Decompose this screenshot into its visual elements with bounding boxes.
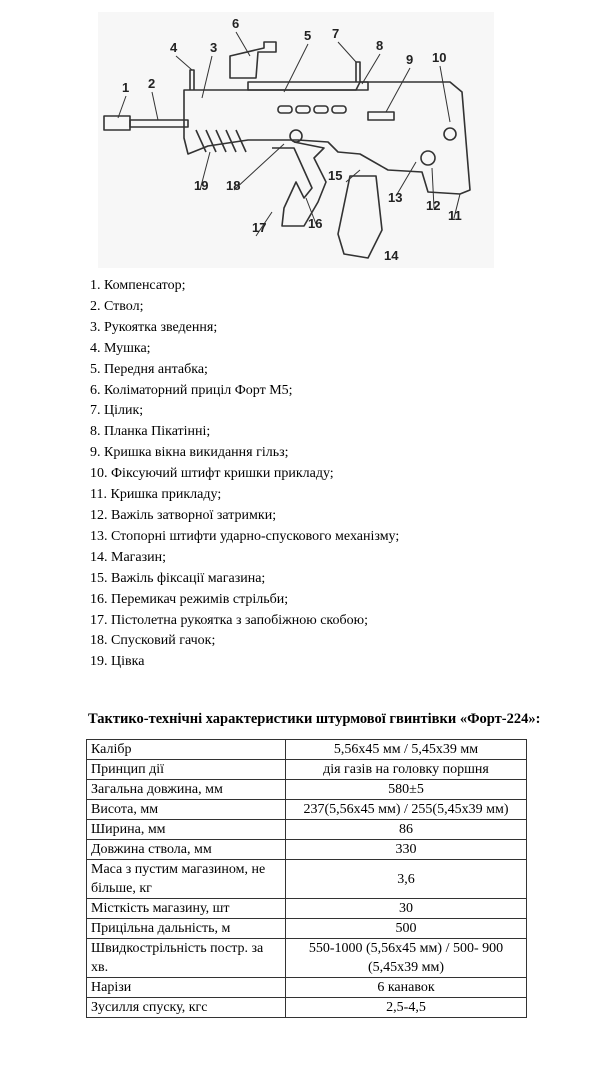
callout-3: 3 [210,40,218,55]
callout-8: 8 [376,38,384,53]
spec-param: Швидкострільність постр. за хв. [87,939,286,978]
spec-param: Калібр [87,740,286,760]
stock-pin-shape [444,128,456,140]
table-row [87,820,527,840]
spec-param: Маса з пустим магазином, не більше, кг [87,860,286,899]
spec-value: 2,5-4,5 [286,998,527,1018]
table-row [87,899,527,919]
rail-shape [248,82,368,90]
callout-9: 9 [406,52,414,67]
list-item: 15. Важіль фіксації магазина; [90,570,266,586]
callout-10: 10 [432,50,447,65]
callout-6: 6 [232,16,240,31]
magazine-shape [338,176,382,258]
table-row [87,978,527,998]
table-row [87,860,527,899]
spec-value: 500 [286,919,527,939]
rear-sight-shape [356,62,360,82]
callout-1: 1 [122,80,130,95]
table-row [87,780,527,800]
callout-14: 14 [384,248,399,263]
spec-param: Висота, мм [87,800,286,820]
callout-17: 17 [252,220,267,235]
spec-param: Нарізи [87,978,286,998]
callout-18: 18 [226,178,241,193]
ejection-cover-shape [368,112,394,120]
table-row [87,939,527,978]
list-item: 14. Магазин; [90,549,167,565]
spec-param: Зусилля спуску, кгс [87,998,286,1018]
spec-param: Довжина ствола, мм [87,840,286,860]
list-item: 1. Компенсатор; [90,278,186,293]
table-row [87,740,527,760]
list-item: 5. Передня антабка; [90,361,208,377]
callout-11: 11 [448,208,462,223]
list-item: 6. Коліматорний приціл Форт М5; [90,382,293,398]
list-item: 10. Фіксуючий штифт кришки прикладу; [90,466,334,482]
spec-param: Загальна довжина, мм [87,780,286,800]
vent-holes [278,106,346,113]
list-item: 7. Цілик; [90,403,144,419]
callout-16: 16 [308,216,323,231]
list-item: 17. Пістолетна рукоятка з запобіжною скобою; [90,612,368,628]
spec-value: 6 канавок [286,978,527,998]
grip-shape [272,142,326,226]
callout-13: 13 [388,190,403,205]
optic-shape [230,42,276,78]
spec-param: Ширина, мм [87,820,286,840]
spec-value: 86 [286,820,527,840]
list-item: 18. Спусковий гачок; [90,633,216,649]
table-row [87,998,527,1018]
list-item: 4. Мушка; [90,340,151,356]
callout-2: 2 [148,76,156,91]
list-item: 11. Кришка прикладу; [90,487,222,503]
spec-value: 5,56х45 мм / 5,45х39 мм [286,740,527,760]
list-item: 13. Стопорні штифти ударно-спускового механізму; [90,528,400,544]
barrel-shape [130,120,188,127]
list-item: 16. Перемикач режимів стрільби; [90,591,289,607]
callout-7: 7 [332,26,340,41]
table-row [87,760,527,780]
spec-value: 330 [286,840,527,860]
spec-value: 580±5 [286,780,527,800]
spec-value: 30 [286,899,527,919]
list-item: 19. Цівка [90,654,145,670]
list-item: 8. Планка Пікатінні; [90,424,211,440]
specs-table [86,739,527,1018]
specs-title: Тактико-технічні характеристики штурмової гвинтівки «Форт-224»: [88,711,541,727]
front-sight-shape [190,70,194,90]
table-row [87,800,527,820]
spec-param: Місткість магазину, шт [87,899,286,919]
list-item: 2. Ствол; [90,298,144,314]
spec-value: 550-1000 (5,56х45 мм) / 500- 900 (5,45х39 мм) [286,939,527,978]
table-row [87,919,527,939]
callout-5: 5 [304,28,312,43]
parts-list [90,276,399,673]
spec-value: 3,6 [286,860,527,899]
compensator-shape [104,116,130,130]
callout-15: 15 [328,168,343,183]
list-item: 9. Кришка вікна викидання гільз; [90,445,289,461]
table-row [87,840,527,860]
list-item: 12. Важіль затворної затримки; [90,507,277,523]
bolt-catch-shape [421,151,435,165]
callout-4: 4 [170,40,178,55]
spec-value: дія газів на головку поршня [286,760,527,780]
spec-value: 237(5,56х45 мм) / 255(5,45х39 мм) [286,800,527,820]
rifle-drawing [98,12,494,268]
rifle-diagram [98,12,494,268]
spec-param: Прицільна дальність, м [87,919,286,939]
spec-param: Принцип дії [87,760,286,780]
list-item: 3. Рукоятка зведення; [90,319,218,335]
callout-12: 12 [426,198,441,213]
callout-19: 19 [194,178,209,193]
